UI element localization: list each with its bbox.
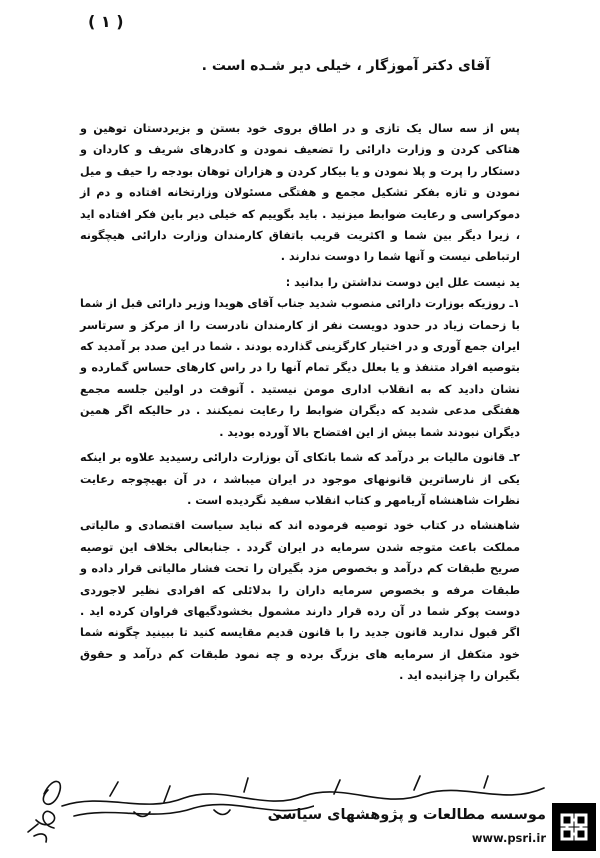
paragraph-intro: پس از سه سال یک تازی و در اطاق بروی خود بستن و بزیردستان توهین و هتاکی کردن و وزارت دارائی را تضعیف نمودن و کادرهای شریف و کاردان و دستکار را پرت و پلا نمودن و یا بیکار کردن و هزاران توهان بودجه را حیف و میل نمودن و تازه بفکر تشکیل مجمع و هفتگی مسئولان وزارتخانه افتاده و دم از دموکراسی و رعایت ضوابط میزنید . باید بگوییم که خیلی دیر باین فکر افتاده اید ، زیرا دیگر بین شما و اکثریت قریب باتفاق کارمندان وزارت دارائی هیچگونه ارتباطی نیست و آنها شما را دوست ندارند .: [80, 122, 520, 264]
paragraph-subheading: ید نیست علل این دوست نداشتن را بدانید :: [285, 275, 520, 289]
document-title: آقای دکتر آموزگار ، خیلی دیر شـده است .: [201, 58, 490, 74]
institute-logo-icon: [552, 803, 596, 851]
institute-name: موسسه مطالعات و پژوهشهای سیاسی: [267, 807, 546, 823]
paragraph-point-2: ۲ـ قانون مالیات بر درآمد که شما باتکای آن بوزارت دارائی رسیدید علاوه بر اینکه یکی از نارساترین قانونهای موجود در ایران میباشد ، در آن بهیچوجه رعایت نظرات شاهنشاه آریامهر و کتاب انقلاب سفید نگردیده است .: [80, 451, 520, 507]
institute-watermark: [267, 801, 598, 855]
page-number: ( ۱ ): [88, 12, 124, 31]
document-body: [80, 118, 520, 691]
institute-url: www.psri.ir: [471, 831, 546, 845]
paragraph-closing: شاهنشاه در کتاب خود توصیه فرموده اند که نباید سیاست اقتصادی و مالیاتی مملکت باعث متوجه شدن سرمایه در ایران گردد . جنابعالی بخلاف این توصیه صریح طبقات کم درآمد و بخصوص مزد بگیران را تحت فشار مالیاتی قرار داده و طبقات مرفه و بخصوص سرمایه داران را بدلائلی که افرادی نظیر لاجوردی دوست پوکر شما در آن رده قرار دارند مشمول بخشودگیهای فراوان کرده اید . اگر قبول ندارید قانون جدید را با قانون قدیم مقایسه کنید تا ببینید چگونه شما خود متکفل از سرمایه های بزرگ برده و چه نمود طبقات کم درآمد و حقوق بگیران را چزانیده اید .: [80, 519, 520, 683]
paragraph-point-1: ۱ـ روزیکه بوزارت دارائی منصوب شدید جناب آقای هویدا وزیر دارائی قبل از شما با زحمات زیاد در حدود دویست نفر از کارمندان نادرست را از مرکز و سرتاسر ایران جمع آوری و در اختیار کارگزینی گذارده بودند . شما در این صدد بر آمدید که بتوصیه افراد متنفذ و یا بعلل دیگر تمام آنها را در راس کارهای حساس گمارده و نشان دادید که به انقلاب اداری مومن نیستید . آنوقت در اولین جلسه مجمع هفتگی مدعی شدید که دیگران ضوابط را رعایت نمیکنند . در حالیکه اگر همین دیگران نبودند شما بیش از این افتضاح بالا آورده بودید .: [80, 297, 520, 439]
